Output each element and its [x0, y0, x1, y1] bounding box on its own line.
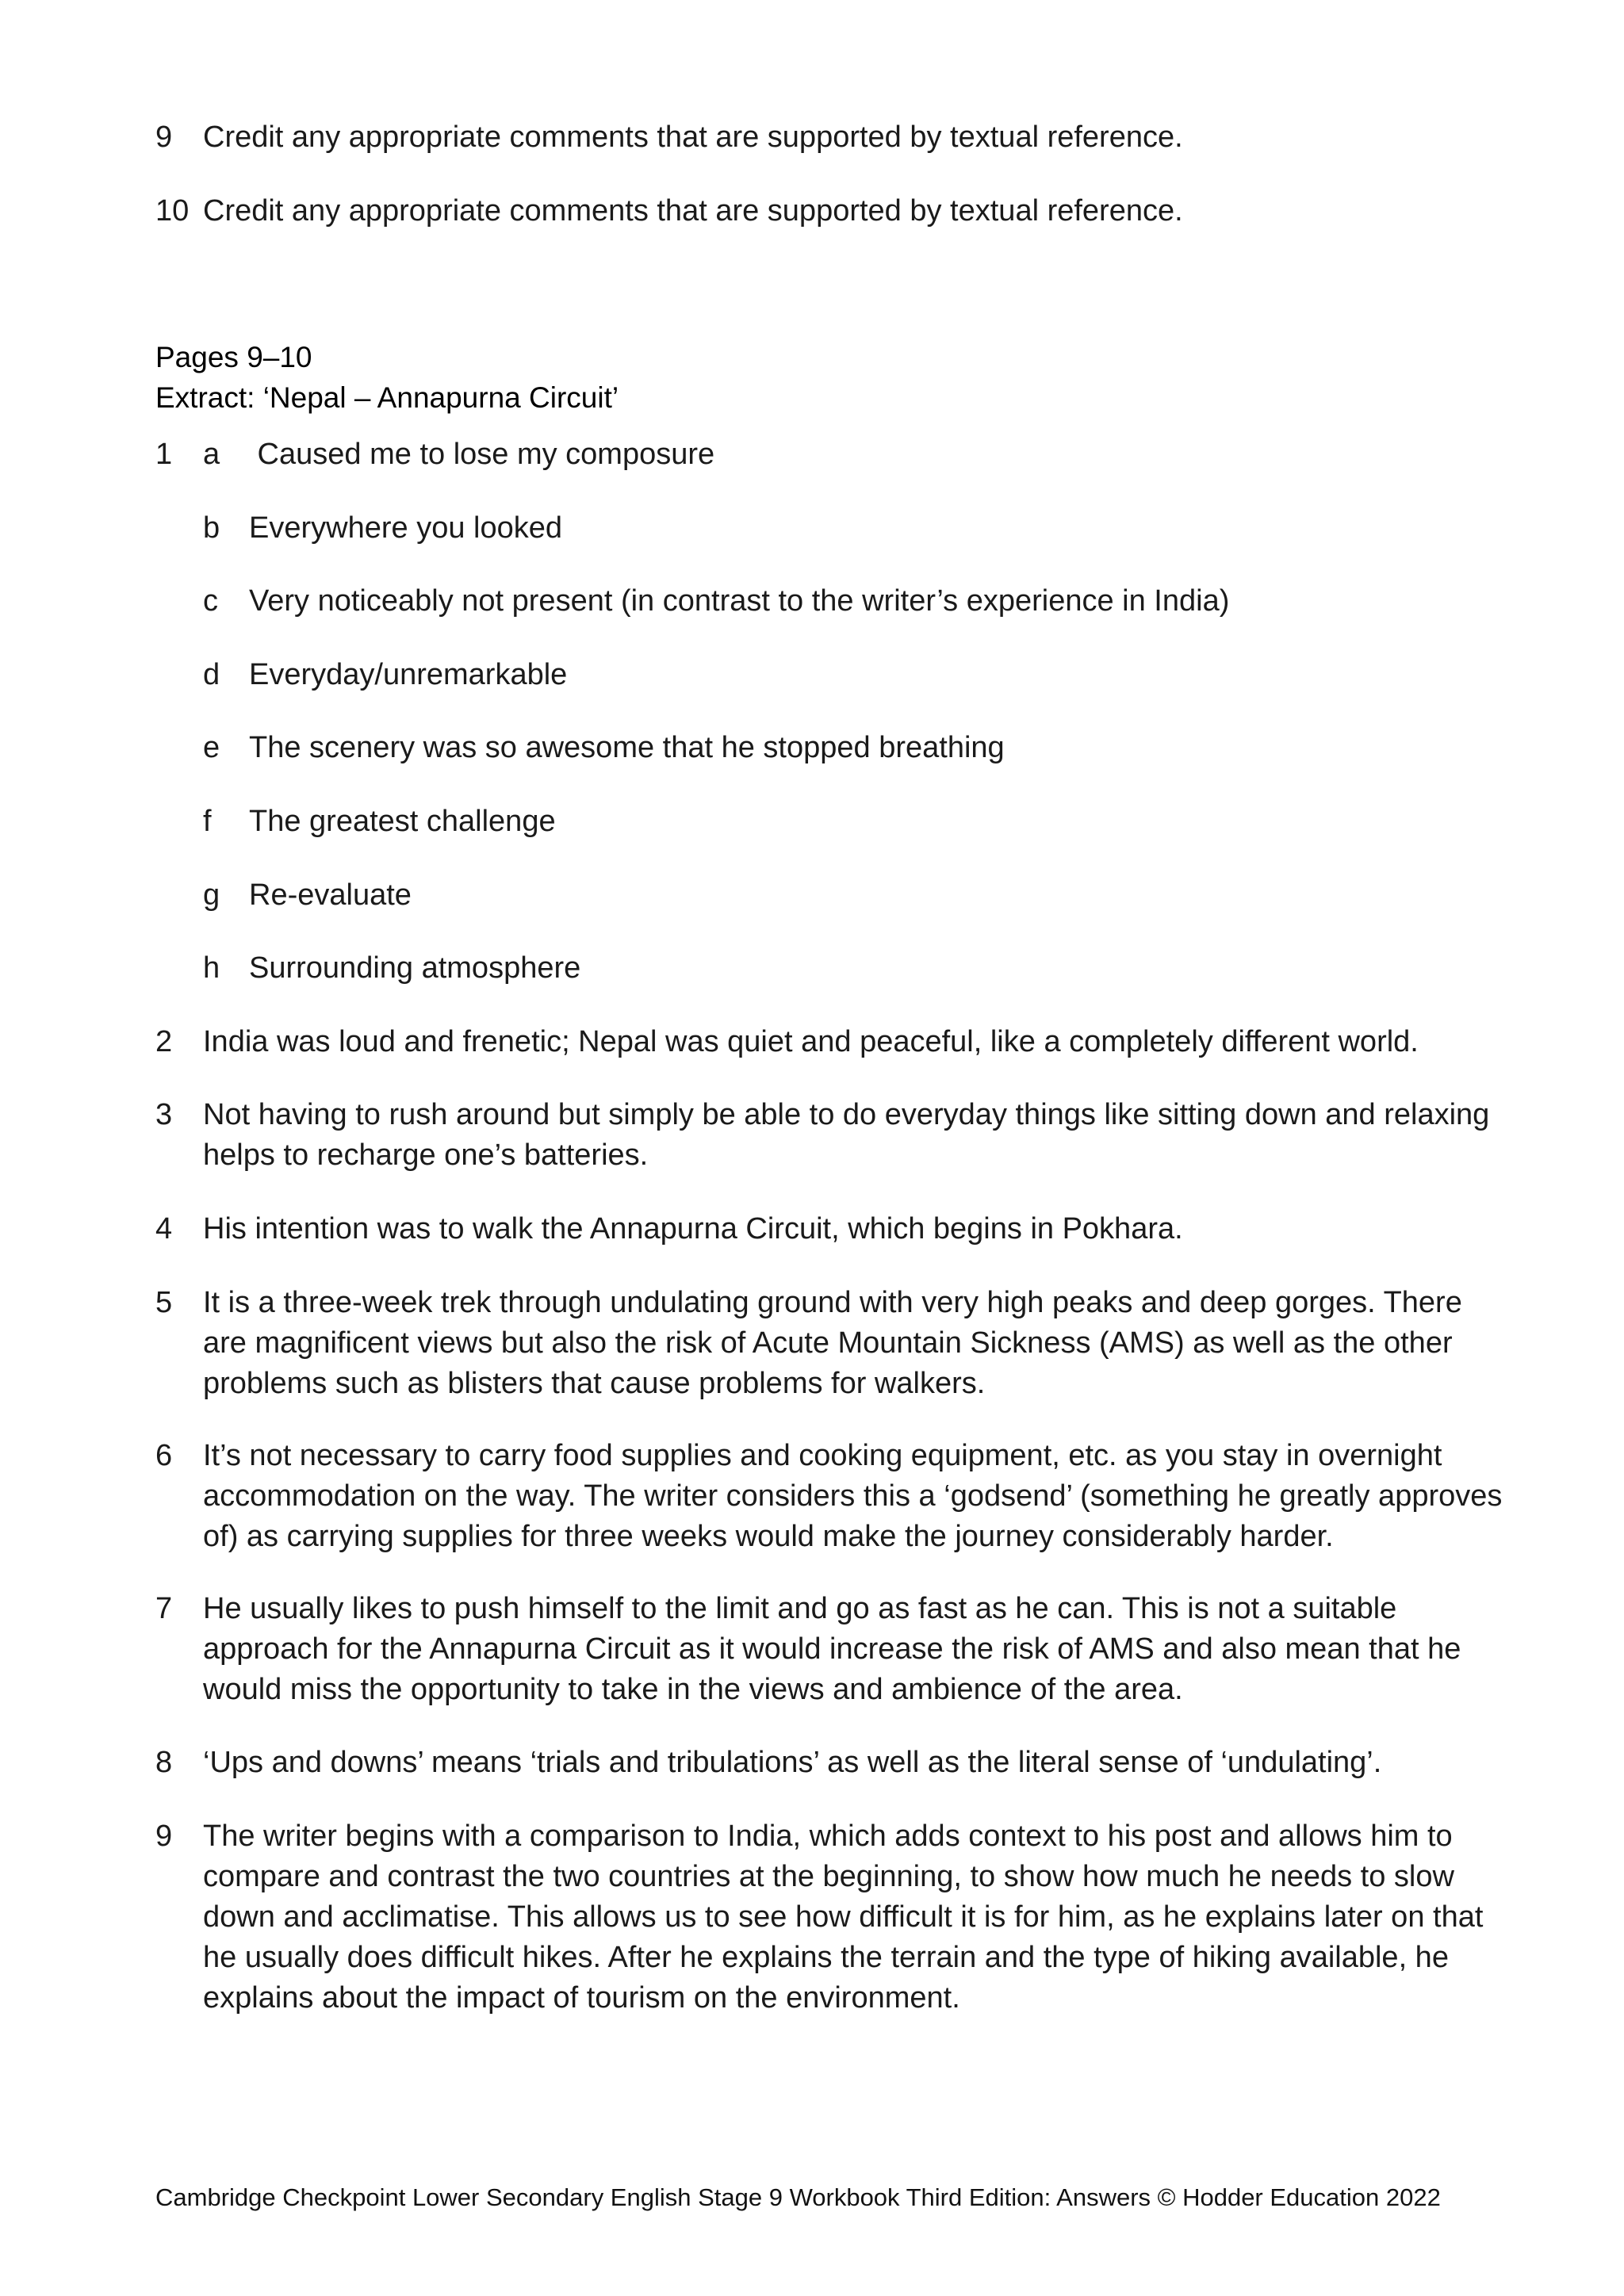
sub-answer-item: [203, 802, 556, 842]
answer-number: 3: [155, 1098, 173, 1131]
sub-answer-text: Surrounding atmosphere: [249, 951, 581, 985]
answer-number: 7: [155, 1592, 173, 1625]
answer-item: [155, 1209, 1503, 1249]
sub-answer-text: Very noticeably not present (in contrast to the writer’s experience in India): [249, 584, 1230, 618]
answer-item: [155, 1436, 1503, 1557]
answer-number: 9: [155, 1820, 173, 1853]
answer-text: His intention was to walk the Annapurna Circuit, which begins in Pokhara.: [203, 1212, 1183, 1246]
section-pages-heading: Pages 9–10: [155, 341, 312, 373]
sub-answer-item: [203, 728, 1005, 768]
section-extract-heading: Extract: ‘Nepal – Annapurna Circuit’: [155, 381, 619, 414]
answer-text: It’s not necessary to carry food supplies and cooking equipment, etc. as you stay in overnight accommodation on the way. The writer considers this a ‘godsend’ (something he greatly approves of) as carrying supplies for three weeks would make the journey considerably harder.: [203, 1439, 1503, 1553]
sub-answer-text: The greatest challenge: [249, 805, 556, 838]
sub-answer-letter: b: [203, 511, 220, 545]
sub-answer-letter: g: [203, 878, 220, 912]
answer-number: 5: [155, 1286, 173, 1319]
sub-answer-item: [203, 655, 567, 695]
answer-text: The writer begins with a comparison to India, which adds context to his post and allows him to compare and contrast the two countries at the beginning, to show how much he needs to slow down and acclimatise. This allows us to see how difficult it is for him, as he explains later on that he usually does difficult hikes. After he explains the terrain and the type of hiking available, he explains about the impact of tourism on the environment.: [203, 1820, 1484, 2015]
sub-answer-letter: h: [203, 951, 220, 985]
sub-answer-item: [203, 948, 580, 989]
sub-answer-letter: f: [203, 805, 212, 838]
answer-number: 4: [155, 1212, 173, 1246]
answer-text: Not having to rush around but simply be able to do everyday things like sitting down and relaxing helps to recharge one’s batteries.: [203, 1098, 1490, 1172]
sub-answer-text: Everywhere you looked: [249, 511, 562, 545]
sub-answer-letter: a: [203, 438, 220, 471]
answer-item: [155, 1283, 1503, 1404]
answer-text: India was loud and frenetic; Nepal was quiet and peaceful, like a completely different world.: [203, 1025, 1419, 1058]
answer-item: [155, 1743, 1503, 1783]
sub-answer-text: Everyday/unremarkable: [249, 658, 568, 691]
sub-answer-letter: c: [203, 584, 218, 618]
answer-number: 10: [155, 194, 190, 228]
sub-answer-text: The scenery was so awesome that he stopped breathing: [249, 731, 1005, 764]
answer-item: [155, 1095, 1503, 1176]
answer-text: It is a three-week trek through undulating ground with very high peaks and deep gorges. There are magnificent views but also the risk of Acute Mountain Sickness (AMS) as well as the other problems such as blisters that cause problems for walkers.: [203, 1286, 1462, 1400]
answer-text: Credit any appropriate comments that are supported by textual reference.: [203, 194, 1183, 228]
answer-number: 1: [155, 438, 173, 471]
answer-text: ‘Ups and downs’ means ‘trials and tribulations’ as well as the literal sense of ‘undulating’.: [203, 1746, 1382, 1779]
answer-text: Credit any appropriate comments that are supported by textual reference.: [203, 121, 1183, 154]
answer-item: [155, 191, 1503, 232]
answer-item: [155, 1816, 1503, 2019]
answer-number: 9: [155, 121, 173, 154]
answer-text: He usually likes to push himself to the limit and go as fast as he can. This is not a suitable approach for the Annapurna Circuit as it would increase the risk of AMS and also mean that he would miss the opportunity to take in the views and ambience of the area.: [203, 1592, 1461, 1706]
sub-answer-letter: e: [203, 731, 220, 764]
sub-answer-text: Re-evaluate: [249, 878, 412, 912]
answer-item: [155, 117, 1503, 158]
sub-answer-letter: d: [203, 658, 220, 691]
page-footer: Cambridge Checkpoint Lower Secondary English Stage 9 Workbook Third Edition: Answers © Hodder Education 2022: [155, 2183, 1441, 2211]
sub-answer-item: [203, 581, 1229, 622]
answer-number: 2: [155, 1025, 173, 1058]
sub-answer-item: [203, 875, 412, 916]
sub-answer-item: [203, 434, 714, 475]
answer-item: [155, 1589, 1503, 1710]
answer-number: 8: [155, 1746, 173, 1779]
answer-number: 6: [155, 1439, 173, 1472]
answer-item: [155, 1022, 1503, 1062]
sub-answer-text: Caused me to lose my composure: [249, 438, 715, 471]
sub-answer-item: [203, 508, 562, 549]
